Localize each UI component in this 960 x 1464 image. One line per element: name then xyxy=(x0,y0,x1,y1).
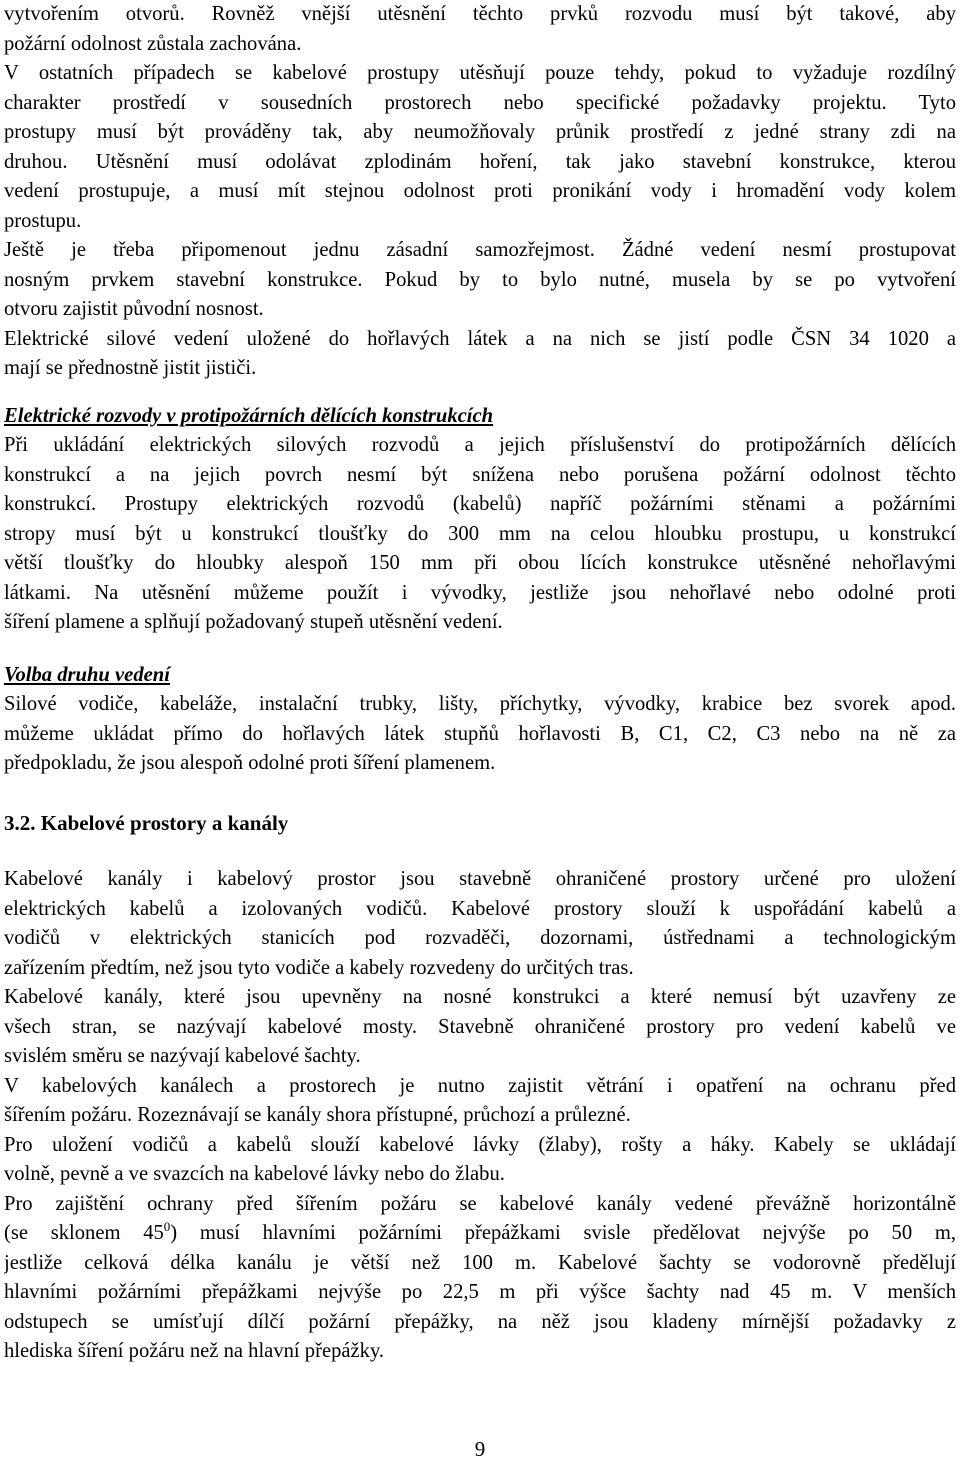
text-line: otvoru zajistit původní nosnost. xyxy=(4,298,264,320)
text-fragment: (se sklonem 45 xyxy=(4,1222,164,1244)
superscript: 0 xyxy=(163,1219,171,1234)
text-line: zařízením předtím, než jsou tyto vodiče a kabely rozvedeny do určitých tras. xyxy=(4,956,634,979)
text-line: předpokladu, že jsou alespoň odolné proti šíření plamenem. xyxy=(4,752,496,774)
text-line: konstrukcí a na jejich povrch nesmí být snížena nebo porušena požární odolnost těchto xyxy=(4,463,956,486)
text-line: Elektrické silové vedení uložené do hořlavých látek a na nich se jistí podle ČSN 34 1020 a xyxy=(4,327,956,350)
text-line: Pro uložení vodičů a kabelů slouží kabelové lávky (žlaby), rošty a háky. Kabely se ukládají xyxy=(4,1133,956,1156)
section-heading-fire-walls: Elektrické rozvody v protipožárních dělících konstrukcích xyxy=(4,405,494,427)
paragraph-block-wiring-type xyxy=(4,690,956,779)
text-line: šířením požáru. Rozeznávají se kanály shora přístupné, průchozí a průlezné. xyxy=(4,1104,631,1126)
paragraph-block-fire-walls xyxy=(4,431,956,638)
text-line: Kabelové kanály, které jsou upevněny na nosné konstrukci a které nemusí být uzavřeny ze xyxy=(4,986,956,1008)
text-line: odstupech se umísťují dílčí požární přepážky, na něž jsou kladeny mírnější požadavky z xyxy=(4,1310,956,1333)
section-heading-3-2: 3.2. Kabelové prostory a kanály xyxy=(4,811,289,835)
text-line: vedení prostupuje, a musí mít stejnou odolnost proti pronikání vody i hromadění vody kolem xyxy=(4,180,956,202)
text-line: požární odolnost zůstala zachována. xyxy=(4,32,302,55)
text-line: všech stran, se nazývají kabelové mosty. Stavebně ohraničené prostory pro vedení kabelů ve xyxy=(4,1015,956,1038)
text-line: druhou. Utěsnění musí odolávat zplodinám hoření, tak jako stavební konstrukce, kterou xyxy=(4,150,956,173)
page-number: 9 xyxy=(474,1437,486,1461)
text-line: látkami. Na utěsnění můžeme použít i vývodky, jestliže jsou nehořlavé nebo odolné proti xyxy=(4,581,956,604)
text-line: Silové vodiče, kabeláže, instalační trubky, lišty, příchytky, vývodky, krabice bez svorek apod. xyxy=(4,693,956,715)
paragraph-block-cable-spaces xyxy=(4,865,956,1367)
text-line: nosným prvkem stavební konstrukce. Pokud by to bylo nutné, musela by se po vytvoření xyxy=(4,268,956,291)
text-line: hlavními požárními přepážkami nejvýše po 22,5 m při výšce šachty nad 45 m. V menších xyxy=(4,1281,956,1303)
text-line: Pro zajištění ochrany před šířením požáru se kabelové kanály vedené převážně horizontálně xyxy=(4,1192,956,1215)
text-line: jestliže celková délka kanálu je větší než 100 m. Kabelové šachty se vodorovně předělují xyxy=(4,1251,956,1274)
section-heading-wiring-type: Volba druhu vedení xyxy=(4,664,170,686)
text-line: prostupu. xyxy=(4,209,82,232)
text-line: Kabelové kanály i kabelový prostor jsou stavebně ohraničené prostory určené pro uložení xyxy=(4,868,956,890)
text-line: šíření plamene a splňují požadovaný stupeň utěsnění vedení. xyxy=(4,611,503,633)
text-line: charakter prostředí v sousedních prostorech nebo specifické požadavky projektu. Tyto xyxy=(4,91,956,114)
text-line: větší tloušťky do hloubky alespoň 150 mm při obou lících konstrukce utěsněné nehořlavými xyxy=(4,552,956,574)
text-fragment: ) musí hlavními požárními přepážkami svisle předělovat nejvýše po 50 m, xyxy=(170,1222,956,1244)
text-line: svislém směru se nazývají kabelové šachty. xyxy=(4,1045,361,1067)
text-line: elektrických kabelů a izolovaných vodičů. Kabelové prostory slouží k uspořádání kabelů a xyxy=(4,897,956,920)
text-line-with-superscript xyxy=(4,1219,956,1249)
text-line: Při ukládání elektrických silových rozvodů a jejich příslušenství do protipožárních dělících xyxy=(4,434,956,456)
paragraph-block-intro xyxy=(4,0,956,384)
text-line: mají se přednostně jistit jističi. xyxy=(4,357,257,379)
text-line: vytvořením otvorů. Rovněž vnější utěsnění těchto prvků rozvodu musí být takové, aby xyxy=(4,3,956,25)
text-line: můžeme ukládat přímo do hořlavých látek stupňů hořlavosti B, C1, C2, C3 nebo na ně za xyxy=(4,722,956,745)
text-line: volně, pevně a ve svazcích na kabelové lávky nebo do žlabu. xyxy=(4,1163,505,1185)
text-line: Ještě je třeba připomenout jednu zásadní samozřejmost. Žádné vedení nesmí prostupovat xyxy=(4,239,956,261)
text-line: vodičů v elektrických stanicích pod rozvaděči, dozornami, ústřednami a technologickým xyxy=(4,927,956,949)
text-line: prostupy musí být prováděny tak, aby neumožňovaly průnik prostředí z jedné strany zdi na xyxy=(4,121,956,143)
text-line: hlediska šíření požáru než na hlavní přepážky. xyxy=(4,1340,385,1362)
text-line: V kabelových kanálech a prostorech je nutno zajistit větrání i opatření na ochranu před xyxy=(4,1074,956,1097)
text-line: stropy musí být u konstrukcí tloušťky do 300 mm na celou hloubku prostupu, u konstrukcí xyxy=(4,522,956,545)
text-line: V ostatních případech se kabelové prostupy utěsňují pouze tehdy, pokud to vyžaduje rozdílný xyxy=(4,62,956,84)
text-line: konstrukcí. Prostupy elektrických rozvodů (kabelů) napříč požárními stěnami a požárními xyxy=(4,493,956,515)
